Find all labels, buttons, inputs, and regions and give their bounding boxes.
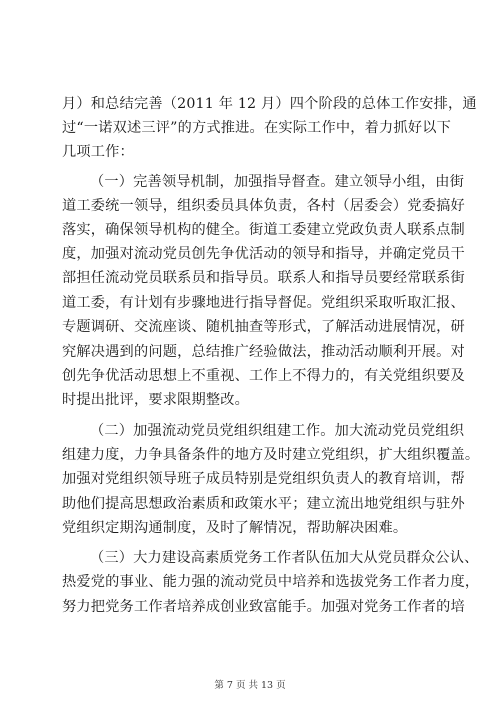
body-text-line: 党组织定期沟通制度，及时了解情况，帮助解决困难。: [62, 520, 408, 536]
body-text-line: 努力把党务工作者培养成创业致富能手。加强对党务工作者的培: [62, 599, 465, 615]
body-text-line: 道工委，有计划有步骤地进行指导督促。党组织采取听取汇报、: [62, 295, 465, 311]
body-text-line: 专题调研、交流座谈、随机抽查等形式，了解活动进展情况，研: [62, 319, 465, 335]
paragraph-heading-line: （三）大力建设高素质党务工作者队伍加大从党员群众公认、: [90, 550, 479, 566]
body-text-line: 几项工作：: [62, 144, 134, 160]
body-text-line: 究解决遇到的问题，总结推广经验做法，推动活动顺利开展。对: [62, 344, 465, 360]
body-text-line: 度，加强对流动党员创先争优活动的领导和指导，并确定党员干: [62, 246, 465, 262]
body-text-line: 时提出批评，要求限期整改。: [62, 392, 250, 408]
page-number-footer: 第 7 页 共 13 页: [214, 680, 286, 691]
body-text-line: 道工委统一领导，组织委员具体负责，各村（居委会）党委搞好: [62, 198, 465, 214]
body-text-line: 热爱党的事业、能力强的流动党员中培养和选拔党务工作者力度，: [62, 574, 480, 590]
paragraph-heading-line: （二）加强流动党员党组织组建工作。加大流动党员党组织: [90, 423, 465, 439]
body-text-line: 创先争优活动思想上不重视、工作上不得力的，有关党组织要及: [62, 368, 465, 384]
body-text-line: 落实，确保领导机构的健全。街道工委建立党政负责人联系点制: [62, 222, 465, 238]
body-text-line: 助他们提高思想政治素质和政策水平；建立流出地党组织与驻外: [62, 496, 465, 512]
body-text-line: 部担任流动党员联系员和指导员。联系人和指导员要经常联系街: [62, 270, 465, 286]
body-text-line: 月）和总结完善（2011 年 12 月）四个阶段的总体工作安排，通: [62, 96, 477, 112]
body-text-line: 过“一诺双述三评”的方式推进。在实际工作中，着力抓好以下: [62, 120, 451, 136]
paragraph-heading-line: （一）完善领导机制，加强指导督查。建立领导小组，由街: [90, 174, 465, 190]
body-text-line: 加强对党组织领导班子成员特别是党组织负责人的教育培训，帮: [62, 471, 465, 487]
body-text-line: 组建力度，力争具备条件的地方及时建立党组织，扩大组织覆盖。: [62, 447, 480, 463]
